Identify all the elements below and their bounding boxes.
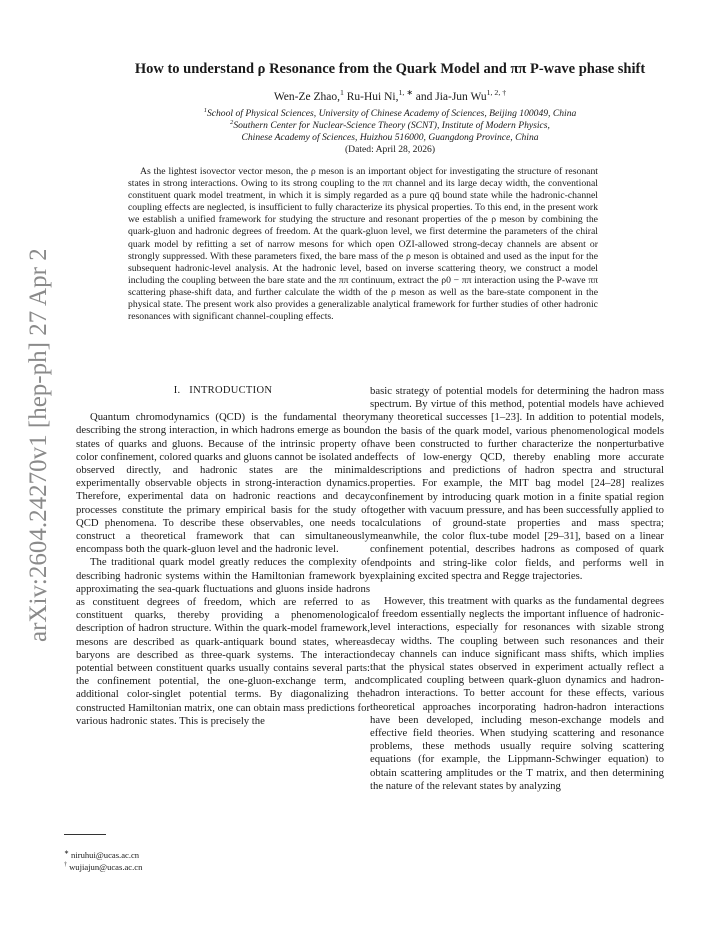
right-column [370,385,664,793]
footnotes [64,850,142,873]
section-title: INTRODUCTION [189,385,273,396]
abstract-text: As the lightest isovector vector meson, the ρ meson is an important object for investigating the structure of resonant states in strong interactions. Owing to its strong coupling to the ππ channel and its large decay width, the conventional constituent quark model treatment, in which it is simply regarded as a pure qq̄ bound state while the hadronic-channel coupling effects are neglected, is insufficient to fully characterize its physical properties. To this end, in the present work we establish a unified framework for studying the structure and resonant properties of the ρ meson by combining the quark-gluon and hadronic degrees of freedom. At the quark-gluon level, we first determine the parameters of the chiral quark model by refitting a set of narrow mesons for which open OZI-allowed strong-decay channels are absent or strongly suppressed. With these parameters fixed, the bare mass of the ρ meson is obtained and used as the input for the subsequent hadronic-level analysis. At the hadronic level, based on inverse scattering theory, we construct a model including the coupling between the bare state and the ππ continuum, extract the ρ0 − ππ interaction using the P-wave ππ scattering phase-shift data, and further calculate the width of the ρ meson as well as the bare-state component in the physical state. The present work also provides a generalizable analytical framework for further studies of other hadronic resonances with significant channel-coupling effects. [128,166,598,323]
affiliation-line [60,132,720,144]
author-list [60,88,720,103]
arxiv-watermark-text: arXiv:2604.24270v1 [hep-ph] 27 Apr 2026 [25,250,52,642]
abstract [128,166,598,323]
affiliation-text: Southern Center for Nuclear-Science Theory (SCNT), Institute of Modern Physics, [233,120,550,131]
footnote-email: niruhui@ucas.ac.cn [71,850,140,860]
author-name: Ru-Hui Ni, [346,91,399,103]
footnote-mark: ∗ [64,850,69,857]
affiliation-line [60,108,720,120]
affiliation-line [60,120,720,132]
footnote-mark: † [64,861,67,868]
date-line: (Dated: April 28, 2026) [344,144,436,155]
section-heading [76,384,370,397]
author-affiliation-mark: 1, 2, † [486,88,507,98]
footnote [64,862,142,874]
left-column [76,384,370,728]
author-affiliation-mark: 1, ∗ [398,88,413,98]
author-name: Wen-Ze Zhao, [273,91,340,103]
affiliations [60,108,720,156]
affiliation-text: Chinese Academy of Sciences, Huizhou 516000, Guangdong Province, China [241,132,539,143]
body-paragraph: The traditional quark model greatly reduces the complexity of describing hadronic systems within the Hamiltonian framework by approximating the sea-quark fluctuations and gluons inside hadrons as constituent degrees of freedom, which are referred to as constituent quarks, thereby providing a phenomenological description of hadron structure. Within the quark-model framework, mesons are described as quark-antiquark bound states, whereas baryons are described as three-quark systems. The interaction potential between constituent quarks usually contains several parts: the confinement potential, the one-gluon-exchange term, and additional color-singlet potential terms. By diagonalizing the constructed Hamiltonian matrix, one can obtain mass predictions for various hadronic states. This is precisely the [76,556,370,727]
author-affiliation-mark: 1 [339,88,344,98]
paper-title: How to understand ρ Resonance from the Quark Model and ππ P-wave phase shift [134,61,646,77]
footnote-email: wujiajun@ucas.ac.cn [69,861,143,872]
affiliation-text: School of Physical Sciences, University of Chinese Academy of Sciences, Beijing 100049, China [206,108,577,119]
section-number: I. [173,385,181,396]
body-paragraph: However, this treatment with quarks as the fundamental degrees of freedom essentially neglects the important influence of hadronic-level interactions, especially for resonances with sizable strong decay widths. The coupling between such resonances and their decay channels can induce significant mass shifts, which implies that the physical states observed in experiment actually reflect a complicated coupling between quark-gluon dynamics and hadron-hadron interactions. To better account for these effects, various theoretical approaches incorporating hadron-hadron interactions have been developed, including meson-exchange models and effective field theories. When studying scattering and resonance problems, these methods usually require solving scattering equations (for example, the Lippmann-Schwinger equation) to obtain scattering amplitudes or the T matrix, and then determining the nature of the relevant states by analyzing [370,595,664,792]
footnote [64,850,142,862]
footnote-rule [64,834,106,835]
affiliation-mark: 1 [203,106,207,114]
body-paragraph: Quantum chromodynamics (QCD) is the fundamental theory describing the strong interaction, in which hadrons emerge as bound states of quarks and gluons. Because of the intrinsic property of color confinement, colored quarks and gluons cannot be isolated and observed directly, and hadronic states are the minimal experimentally observable objects in strong-interaction dynamics. Therefore, experimental data on hadronic reactions and decay processes constitute the primary empirical basis for the study of QCD phenomena. To describe these observables, one needs to construct a theoretical framework that can simultaneously encompass both the quark-gluon level and the hadronic level. [76,411,370,556]
author-name: and Jia-Jun Wu [415,91,487,103]
body-paragraph: basic strategy of potential models for determining the hadron mass spectrum. By virtue of this method, potential models have achieved many theoretical successes [1–23]. In addition to potential models, on the basis of the quark model, various phenomenological models have been constructed to further characterize the nonperturbative effects of low-energy QCD, thereby enabling more accurate descriptions and predictions of hadron spectra and structural properties. For example, the MIT bag model [24–28] realizes confinement by introducing quark motion in a finite spatial region together with vacuum pressure, and has been successfully applied to calculations of ground-state properties and mass spectra; meanwhile, the color flux-tube model [29–31], based on a linear confinement potential, describes hadrons as composed of quark endpoints and string-like color fields, and performs well in explaining excited spectra and Regge trajectories. [370,385,664,582]
affiliation-mark: 2 [230,118,234,126]
arxiv-watermark [14,250,56,650]
